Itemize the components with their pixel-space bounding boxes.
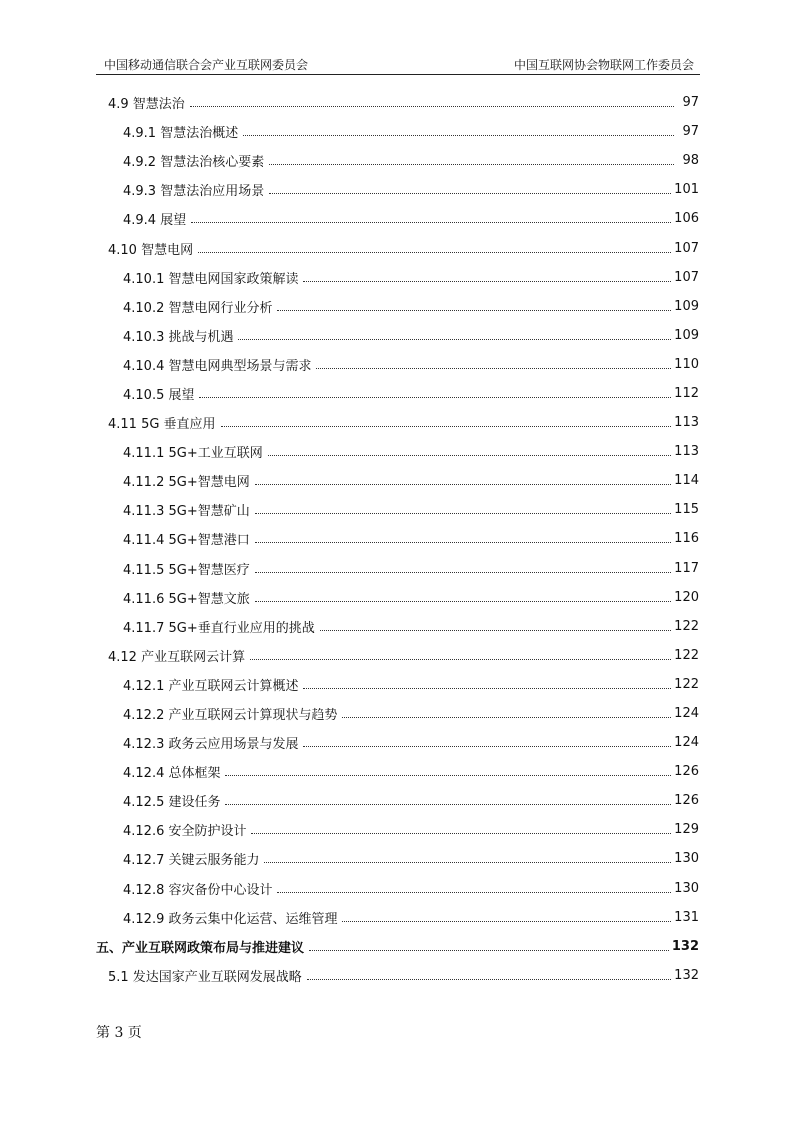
toc-entry[interactable] (96, 932, 699, 961)
toc-entry-title: 4.12.3 政务云应用场景与发展 (123, 737, 299, 753)
toc-entry[interactable] (96, 757, 699, 786)
toc-entry-page: 122 (674, 676, 699, 692)
toc-entry-page: 109 (674, 327, 699, 343)
toc-entry[interactable] (96, 874, 699, 903)
toc-entry-page: 107 (674, 240, 699, 256)
toc-entry-page: 113 (674, 444, 699, 460)
toc-entry[interactable] (96, 263, 699, 292)
toc-dot-leader (221, 426, 672, 427)
toc-entry-page: 129 (674, 822, 699, 838)
toc-entry-title: 4.12.7 关键云服务能力 (123, 853, 260, 869)
toc-dot-leader (316, 368, 671, 369)
toc-entry[interactable] (96, 408, 699, 437)
toc-dot-leader (277, 892, 671, 893)
toc-entry-title: 4.10.5 展望 (123, 387, 195, 403)
toc-dot-leader (277, 310, 671, 311)
toc-entry[interactable] (96, 117, 699, 146)
toc-entry-page: 110 (674, 356, 699, 372)
toc-entry[interactable] (96, 670, 699, 699)
toc-entry-page: 117 (674, 560, 699, 576)
toc-dot-leader (238, 339, 671, 340)
toc-entry-page: 130 (674, 880, 699, 896)
toc-dot-leader (303, 281, 671, 282)
toc-entry-title: 4.10.3 挑战与机遇 (123, 329, 234, 345)
toc-entry-page: 112 (674, 385, 699, 401)
toc-entry[interactable] (96, 524, 699, 553)
toc-dot-leader (269, 164, 674, 165)
toc-dot-leader (303, 746, 671, 747)
toc-entry-page: 97 (682, 95, 699, 111)
toc-entry-page: 126 (674, 764, 699, 780)
toc-dot-leader (342, 921, 671, 922)
toc-entry[interactable] (96, 466, 699, 495)
toc-dot-leader (190, 106, 674, 107)
toc-entry-page: 126 (674, 793, 699, 809)
toc-entry[interactable] (96, 554, 699, 583)
toc-entry-page: 101 (674, 182, 699, 198)
toc-entry-page: 97 (682, 124, 699, 140)
toc-dot-leader (198, 252, 671, 253)
toc-entry-title: 4.10 智慧电网 (108, 242, 194, 258)
toc-entry[interactable] (96, 815, 699, 844)
header-left-org: 中国移动通信联合会产业互联网委员会 (104, 58, 309, 72)
toc-entry-title: 4.11.7 5G+垂直行业应用的挑战 (123, 620, 315, 636)
toc-dot-leader (303, 688, 671, 689)
toc-entry[interactable] (96, 437, 699, 466)
toc-entry-title: 4.11.6 5G+智慧文旅 (123, 591, 250, 607)
toc-entry-title: 五、产业互联网政策布局与推进建议 (96, 940, 305, 956)
toc-entry[interactable] (96, 204, 699, 233)
toc-entry-title: 4.12.4 总体框架 (123, 766, 221, 782)
toc-entry-title: 4.10.2 智慧电网行业分析 (123, 300, 273, 316)
toc-entry-page: 132 (671, 938, 699, 954)
toc-entry-title: 4.12.5 建设任务 (123, 795, 221, 811)
toc-entry[interactable] (96, 583, 699, 612)
toc-dot-leader (255, 601, 671, 602)
header-right-org: 中国互联网协会物联网工作委员会 (513, 58, 694, 72)
toc-dot-leader (243, 135, 674, 136)
toc-entry-page: 130 (674, 851, 699, 867)
table-of-contents (96, 88, 699, 990)
toc-dot-leader (225, 804, 671, 805)
page-number: 第 3 页 (96, 1025, 142, 1041)
toc-entry-page: 116 (674, 531, 699, 547)
toc-entry-title: 4.9 智慧法治 (108, 97, 185, 113)
toc-dot-leader (320, 630, 671, 631)
toc-entry[interactable] (96, 350, 699, 379)
toc-dot-leader (251, 833, 671, 834)
toc-entry[interactable] (96, 903, 699, 932)
toc-dot-leader (255, 513, 671, 514)
toc-entry-title: 4.12.8 容灾备份中心设计 (123, 882, 273, 898)
toc-entry-page: 122 (674, 647, 699, 663)
toc-dot-leader (268, 455, 671, 456)
toc-entry-title: 4.11.2 5G+智慧电网 (123, 475, 250, 491)
toc-entry-title: 4.10.1 智慧电网国家政策解读 (123, 271, 299, 287)
toc-dot-leader (250, 659, 671, 660)
toc-dot-leader (255, 542, 671, 543)
toc-entry[interactable] (96, 175, 699, 204)
toc-entry-page: 106 (674, 211, 699, 227)
toc-entry-title: 4.12 产业互联网云计算 (108, 649, 246, 665)
toc-entry-title: 5.1 发达国家产业互联网发展战略 (108, 969, 302, 985)
toc-dot-leader (199, 397, 671, 398)
toc-dot-leader (255, 572, 671, 573)
toc-entry-title: 4.11.5 5G+智慧医疗 (123, 562, 250, 578)
toc-entry[interactable] (96, 146, 699, 175)
toc-entry-page: 131 (674, 909, 699, 925)
toc-entry[interactable] (96, 233, 699, 262)
toc-entry-title: 4.12.9 政务云集中化运营、运维管理 (123, 911, 338, 927)
toc-entry-page: 107 (674, 269, 699, 285)
toc-entry-page: 113 (674, 415, 699, 431)
toc-dot-leader (342, 717, 671, 718)
toc-entry[interactable] (96, 699, 699, 728)
toc-entry-title: 4.9.2 智慧法治核心要素 (123, 155, 265, 171)
toc-entry-title: 4.11.3 5G+智慧矿山 (123, 504, 250, 520)
toc-dot-leader (191, 222, 671, 223)
toc-entry[interactable] (96, 844, 699, 873)
toc-entry-title: 4.11 5G 垂直应用 (108, 417, 216, 433)
toc-entry[interactable] (96, 379, 699, 408)
toc-entry-page: 124 (674, 735, 699, 751)
toc-entry-page: 114 (674, 473, 699, 489)
toc-entry-title: 4.12.2 产业互联网云计算现状与趋势 (123, 708, 338, 724)
toc-dot-leader (269, 193, 671, 194)
toc-entry[interactable] (96, 321, 699, 350)
toc-entry-title: 4.11.1 5G+工业互联网 (123, 446, 263, 462)
toc-entry[interactable] (96, 728, 699, 757)
toc-entry-page: 98 (682, 153, 699, 169)
toc-dot-leader (255, 484, 671, 485)
toc-dot-leader (309, 950, 669, 951)
toc-entry-title: 4.12.1 产业互联网云计算概述 (123, 678, 299, 694)
toc-entry-page: 120 (674, 589, 699, 605)
toc-entry-title: 4.11.4 5G+智慧港口 (123, 533, 250, 549)
toc-entry-page: 122 (674, 618, 699, 634)
toc-entry[interactable] (96, 961, 699, 990)
toc-entry-title: 4.9.1 智慧法治概述 (123, 126, 239, 142)
toc-dot-leader (264, 862, 671, 863)
toc-entry-page: 124 (674, 706, 699, 722)
page-header (96, 54, 700, 75)
toc-entry[interactable] (96, 495, 699, 524)
toc-entry[interactable] (96, 612, 699, 641)
toc-entry-title: 4.10.4 智慧电网典型场景与需求 (123, 358, 312, 374)
toc-entry-title: 4.9.3 智慧法治应用场景 (123, 184, 265, 200)
toc-entry-page: 109 (674, 298, 699, 314)
toc-entry[interactable] (96, 88, 699, 117)
toc-entry[interactable] (96, 641, 699, 670)
toc-dot-leader (225, 775, 671, 776)
toc-entry[interactable] (96, 786, 699, 815)
toc-entry-page: 115 (674, 502, 699, 518)
toc-entry-title: 4.9.4 展望 (123, 213, 187, 229)
toc-entry[interactable] (96, 292, 699, 321)
toc-entry-title: 4.12.6 安全防护设计 (123, 824, 247, 840)
toc-dot-leader (307, 979, 671, 980)
toc-entry-page: 132 (674, 967, 699, 983)
